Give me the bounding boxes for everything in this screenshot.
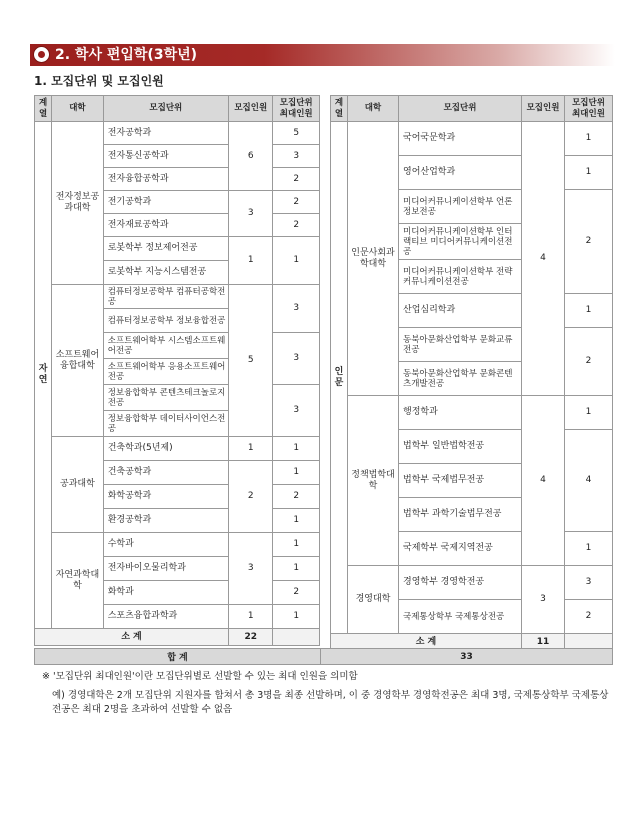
- max-value: 2: [565, 190, 613, 294]
- unit-name: 전자통신공학과: [103, 145, 228, 168]
- unit-name: 산업심리학과: [399, 294, 522, 328]
- quota-value: 1: [229, 237, 273, 285]
- quota-value: 3: [522, 566, 565, 634]
- quota-value: 6: [229, 122, 273, 191]
- max-value: 2: [273, 168, 320, 191]
- total-value: 33: [321, 649, 613, 665]
- unit-name: 미디어커뮤니케이션학부 언론정보전공: [399, 190, 522, 224]
- max-value: 1: [565, 294, 613, 328]
- section-title: 2. 학사 편입학(3학년): [55, 47, 198, 63]
- unit-name: 전자융합공학과: [103, 168, 228, 191]
- max-value: 1: [273, 237, 320, 285]
- table-row: [331, 566, 613, 600]
- unit-name: 정보융합학부 콘텐츠테크놀로지전공: [103, 385, 228, 411]
- unit-name: 국제학부 국제지역전공: [399, 532, 522, 566]
- max-value: 2: [273, 581, 320, 605]
- max-value: 1: [565, 156, 613, 190]
- quota-value: 1: [229, 437, 273, 461]
- header-college: 대학: [52, 96, 104, 122]
- unit-name: 동북아문화산업학부 문화교류전공: [399, 328, 522, 362]
- unit-name: 행정학과: [399, 396, 522, 430]
- college-name: 소프트웨어융합대학: [52, 285, 104, 437]
- unit-name: 화학과: [103, 581, 228, 605]
- unit-name: 로봇학부 정보제어전공: [103, 237, 228, 261]
- quota-value: 2: [229, 461, 273, 533]
- header-unit: 모집단위: [103, 96, 228, 122]
- quota-value: 4: [522, 122, 565, 396]
- max-value: 1: [565, 532, 613, 566]
- max-value: 3: [273, 385, 320, 437]
- unit-name: 국어국문학과: [399, 122, 522, 156]
- unit-name: 미디어커뮤니케이션학부 전략커뮤니케이션전공: [399, 260, 522, 294]
- university-emblem-icon: [33, 46, 50, 63]
- total-label: 합 계: [35, 649, 321, 665]
- header-track: 계열: [331, 96, 348, 122]
- college-name: 전자정보공과대학: [52, 122, 104, 285]
- max-value: 1: [273, 533, 320, 557]
- subtotal-row: [35, 629, 320, 646]
- max-value: 3: [273, 285, 320, 333]
- header-track: 계열: [35, 96, 52, 122]
- max-value: 1: [273, 557, 320, 581]
- subtotal-value: 22: [229, 629, 273, 646]
- max-value: 1: [565, 396, 613, 430]
- max-value: 3: [273, 145, 320, 168]
- table-row: [331, 396, 613, 430]
- max-value: 4: [565, 430, 613, 532]
- table-row: [35, 122, 320, 145]
- max-value: 5: [273, 122, 320, 145]
- unit-name: 소프트웨어학부 응용소프트웨어전공: [103, 359, 228, 385]
- unit-name: 동북아문화산업학부 문화콘텐츠개발전공: [399, 362, 522, 396]
- max-value: 3: [273, 333, 320, 385]
- max-value: 2: [273, 214, 320, 237]
- header-college: 대학: [348, 96, 399, 122]
- unit-name: 건축학과(5년제): [103, 437, 228, 461]
- unit-name: 미디어커뮤니케이션학부 인터랙티브 미디어커뮤니케이션전공: [399, 224, 522, 260]
- subsection-title: 1. 모집단위 및 모집인원: [34, 74, 164, 88]
- table-row: [331, 122, 613, 156]
- unit-name: 컴퓨터정보공학부 컴퓨터공학전공: [103, 285, 228, 309]
- max-value: 1: [273, 437, 320, 461]
- table-header-row: [331, 96, 613, 122]
- subtotal-empty: [273, 629, 320, 646]
- footnote-example: 예) 경영대학은 2개 모집단위 지원자를 합쳐서 총 3명을 최종 선발하며, 이 중 경영학부 경영학전공은 최대 3명, 국제통상학부 국제통상전공은 최대 2명을 초과하여 선발할 수 없음: [52, 690, 609, 715]
- max-value: 1: [565, 122, 613, 156]
- recruitment-table-natural: [34, 95, 320, 646]
- quota-value: 3: [229, 533, 273, 605]
- unit-name: 전자바이오물리학과: [103, 557, 228, 581]
- quota-value: 5: [229, 285, 273, 437]
- max-value: 2: [565, 328, 613, 396]
- unit-name: 전기공학과: [103, 191, 228, 214]
- header-quota: 모집인원: [229, 96, 273, 122]
- unit-name: 로봇학부 지능시스템전공: [103, 261, 228, 285]
- section-banner: [30, 44, 615, 66]
- track-label: 인문: [331, 122, 348, 634]
- max-value: 3: [565, 566, 613, 600]
- unit-name: 환경공학과: [103, 509, 228, 533]
- unit-name: 법학부 국제법무전공: [399, 464, 522, 498]
- max-value: 1: [273, 509, 320, 533]
- subtotal-label: 소 계: [35, 629, 229, 646]
- max-value: 1: [273, 461, 320, 485]
- unit-name: 정보융합학부 데이터사이언스전공: [103, 411, 228, 437]
- quota-value: 1: [229, 605, 273, 629]
- unit-name: 전자재료공학과: [103, 214, 228, 237]
- college-name: 정책법학대학: [348, 396, 399, 566]
- track-label: 자연: [35, 122, 52, 629]
- unit-name: 건축공학과: [103, 461, 228, 485]
- header-max: 모집단위 최대인원: [273, 96, 320, 122]
- unit-name: 소프트웨어학부 시스템소프트웨어전공: [103, 333, 228, 359]
- college-name: 공과대학: [52, 437, 104, 533]
- unit-name: 경영학부 경영학전공: [399, 566, 522, 600]
- college-name: 자연과학대학: [52, 533, 104, 629]
- unit-name: 컴퓨터정보공학부 정보융합전공: [103, 309, 228, 333]
- subtotal-value: 11: [522, 634, 565, 651]
- unit-name: 수학과: [103, 533, 228, 557]
- unit-name: 스포츠융합과학과: [103, 605, 228, 629]
- unit-name: 영어산업학과: [399, 156, 522, 190]
- recruitment-table-humanities: [330, 95, 613, 651]
- quota-value: 4: [522, 396, 565, 566]
- unit-name: 화학공학과: [103, 485, 228, 509]
- table-row: [35, 437, 320, 461]
- quota-value: 3: [229, 191, 273, 237]
- max-value: 2: [273, 191, 320, 214]
- table-row: [35, 285, 320, 309]
- header-max: 모집단위 최대인원: [565, 96, 613, 122]
- header-quota: 모집인원: [522, 96, 565, 122]
- unit-name: 법학부 일반법학전공: [399, 430, 522, 464]
- total-row: [34, 648, 613, 665]
- unit-name: 전자공학과: [103, 122, 228, 145]
- subtotal-label: 소 계: [331, 634, 522, 651]
- college-name: 경영대학: [348, 566, 399, 634]
- table-header-row: [35, 96, 320, 122]
- table-row: [35, 533, 320, 557]
- max-value: 1: [273, 605, 320, 629]
- footnote-definition: ※ '모집단위 최대인원'이란 모집단위별로 선발할 수 있는 최대 인원을 의미함: [42, 671, 358, 682]
- max-value: 2: [273, 485, 320, 509]
- college-name: 인문사회과학대학: [348, 122, 399, 396]
- unit-name: 국제통상학부 국제통상전공: [399, 600, 522, 634]
- max-value: 2: [565, 600, 613, 634]
- header-unit: 모집단위: [399, 96, 522, 122]
- unit-name: 법학부 과학기술법무전공: [399, 498, 522, 532]
